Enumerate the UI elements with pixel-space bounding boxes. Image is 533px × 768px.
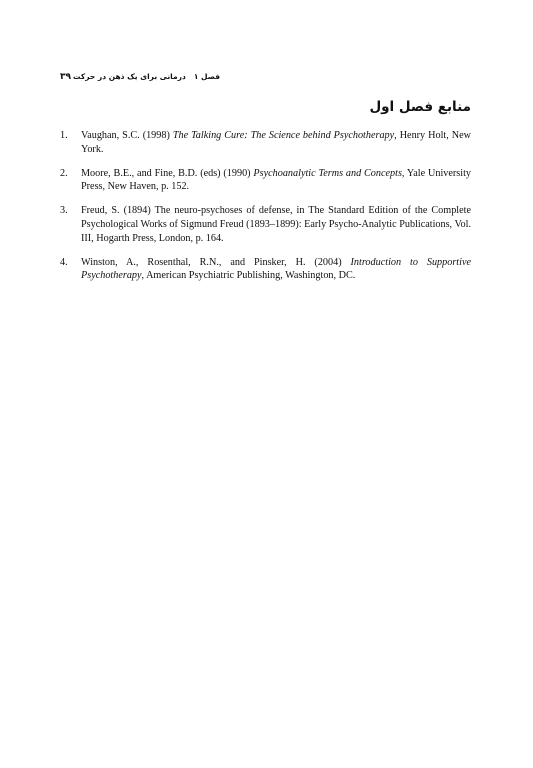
reference-text: Winston, A., Rosenthal, R.N., and Pinsker, H. (2004): [81, 256, 351, 268]
reference-number: 1.: [60, 130, 68, 141]
reference-text: Freud, S. (1894) The neuro-psychoses of defense, in The Standard Edition of the Complete Psychological Works of Sigmund Freud (1893–1899): Early Psycho-Analytic Publications, Vol. III, Hogarth Press, London, p. 164.: [81, 205, 471, 244]
reference-item: [60, 256, 471, 283]
reference-publisher: , American Psychiatric Publishing, Washington, DC.: [141, 270, 356, 282]
reference-item: [60, 129, 471, 156]
reference-number: 4.: [60, 256, 68, 268]
reference-text: Vaughan, S.C. (1998): [81, 130, 173, 141]
reference-title: The Talking Cure: The Science behind Psychotherapy: [172, 130, 395, 141]
reference-text: Moore, B.E., and Fine, B.D. (eds) (1990): [81, 167, 254, 179]
page-number: ۳۹: [60, 72, 71, 82]
reference-title: Psychoanalytic Terms and Concepts: [253, 167, 402, 179]
chapter-header: [73, 72, 220, 81]
reference-number: 2.: [60, 167, 68, 179]
running-header: [60, 70, 220, 86]
reference-item: [60, 167, 471, 194]
reference-list: [60, 129, 471, 293]
chapter-label: فصل ۱: [193, 72, 220, 81]
reference-publisher: , Henry Holt, New York.: [81, 130, 471, 155]
reference-item: [60, 204, 471, 245]
chapter-title: درمانی برای یک ذهن در حرکت: [72, 72, 186, 81]
reference-publisher: , Yale University Press, New Haven, p. 152.: [81, 167, 471, 193]
reference-number: 3.: [60, 205, 68, 217]
reference-title: Introduction to Supportive Psychotherapy: [81, 256, 472, 282]
section-title: منابع فصل اول: [369, 99, 471, 115]
